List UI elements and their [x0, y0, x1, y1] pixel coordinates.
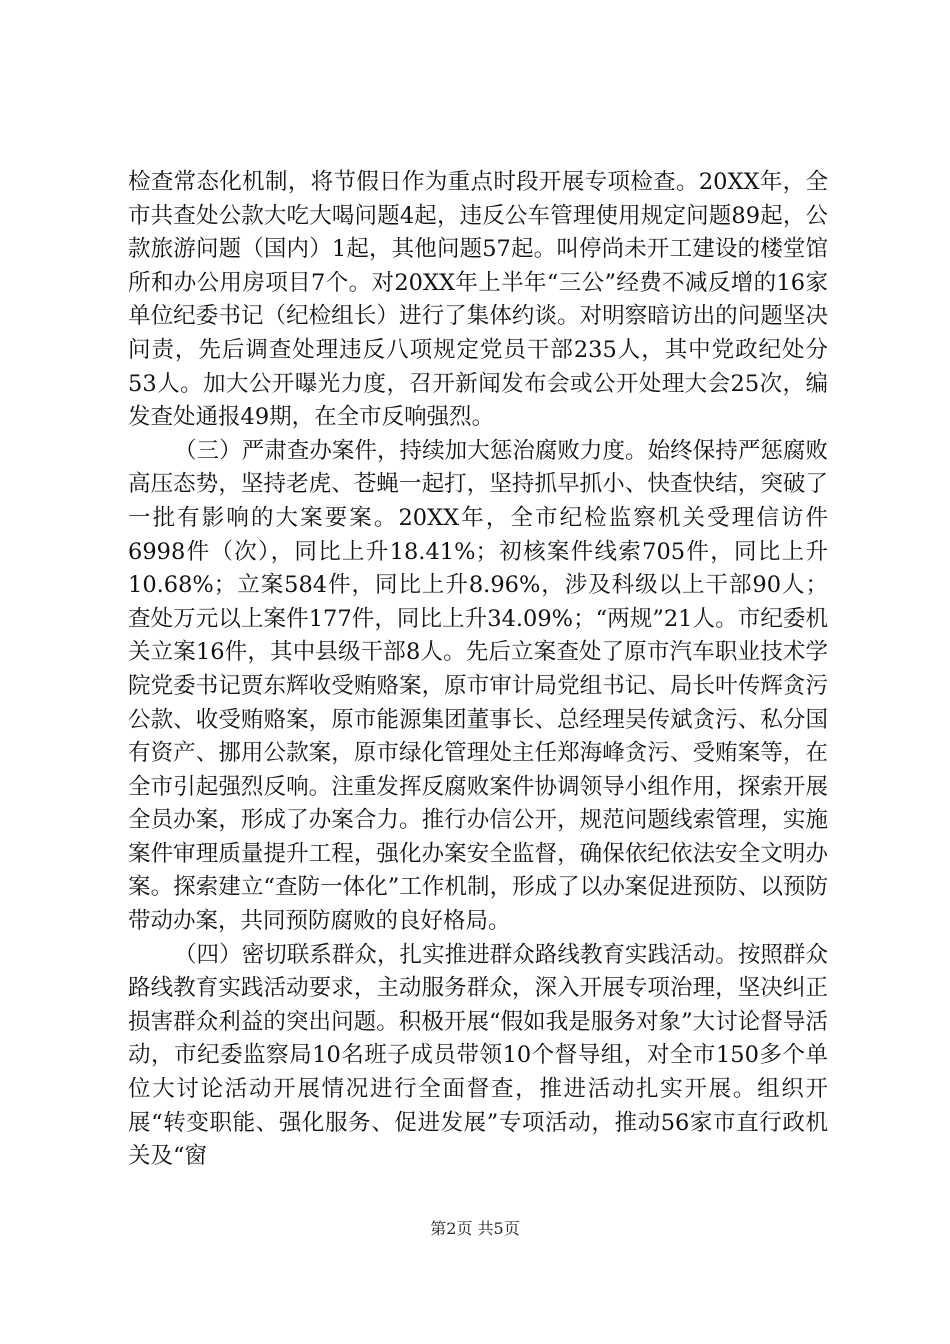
paragraph-section-3: （三）严肃查办案件，持续加大惩治腐败力度。始终保持严惩腐败高压态势，坚持老虎、苍蝇一起打，坚持抓早抓小、快查快结，突破了一批有影响的大案要案。20XX年，全市纪检监察机关受理信访件6998件（次），同比上升18.41%；初核案件线索705件，同比上升10.68%；立案584件，同比上升8.96%，涉及科级以上干部90人；查处万元以上案件177件，同比上升34.09%；“两规”21人。市纪委机关立案16件，其中县级干部8人。先后立案查处了原市汽车职业技术学院党委书记贾东辉收受贿赂案，原市审计局党组书记、局长叶传辉贪污公款、收受贿赂案，原市能源集团董事长、总经理吴传斌贪污、私分国有资产、挪用公款案，原市绿化管理处主任郑海峰贪污、受贿案等，在全市引起强烈反响。注重发挥反腐败案件协调领导小组作用，探索开展全员办案，形成了办案合力。推行办信公开，规范问题线索管理，实施案件审理质量提升工程，强化办案安全监督，确保依纪依法安全文明办案。探索建立“查防一体化”工作机制，形成了以办案促进预防、以预防带动办案，共同预防腐败的良好格局。 — [128, 437, 828, 935]
body-text — [128, 166, 828, 1174]
paragraph-section-4: （四）密切联系群众，扎实推进群众路线教育实践活动。按照群众路线教育实践活动要求，主动服务群众，深入开展专项治理，坚决纠正损害群众利益的突出问题。积极开展“假如我是服务对象”大讨论督导活动，市纪委监察局10名班子成员带领10个督导组，对全市150多个单位大讨论活动开展情况进行全面督查，推进活动扎实开展。组织开展“转变职能、强化服务、促进发展”专项活动，推动56家市直行政机关及“窗 — [128, 941, 828, 1170]
paragraph-continuation: 检查常态化机制，将节假日作为重点时段开展专项检查。20XX年，全市共查处公款大吃大喝问题4起，违反公车管理使用规定问题89起，公款旅游问题（国内）1起，其他问题57起。叫停尚未开工建设的楼堂馆所和办公用房项目7个。对20XX年上半年“三公”经费不减反增的16家单位纪委书记（纪检组长）进行了集体约谈。对明察暗访出的问题坚决问责，先后调查处理违反八项规定党员干部235人，其中党政纪处分53人。加大公开曝光力度，召开新闻发布会或公开处理大会25次，编发查处通报49期，在全市反响强烈。 — [128, 169, 828, 431]
page-footer: 第2页 共5页 — [430, 1219, 520, 1238]
